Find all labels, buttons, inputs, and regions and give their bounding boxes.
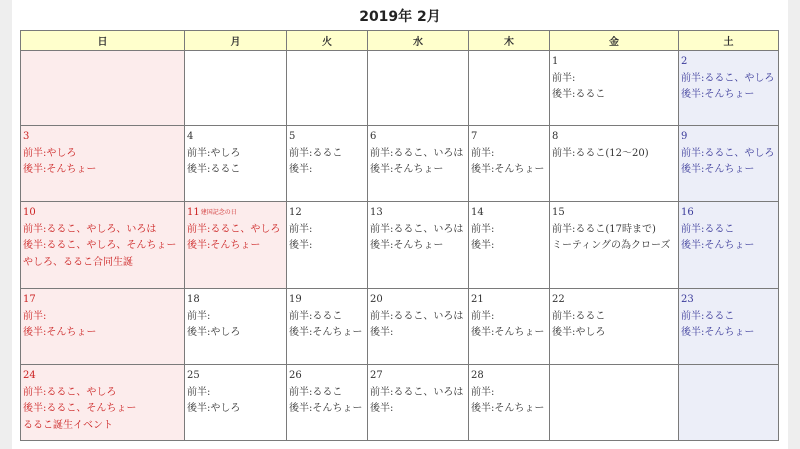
shift-line: 前半:るるこ、やしろ — [23, 386, 117, 398]
shift-line: 後半: — [370, 403, 394, 414]
day-number — [552, 54, 676, 71]
shift-line: 後半:やしろ — [187, 327, 241, 338]
day-number-text: 11 — [187, 207, 200, 218]
day-number — [370, 368, 466, 385]
shift-line: 前半:るるこ、やしろ — [187, 223, 281, 235]
shift-line: 後半:そんちょー — [370, 240, 444, 251]
shift-line: 前半: — [552, 72, 576, 84]
calendar-day-cell — [21, 365, 185, 441]
shift-line: 前半:るるこ — [681, 310, 735, 322]
shift-line: 後半:るるこ、やしろ、そんちょー — [23, 240, 177, 251]
day-number — [187, 368, 284, 385]
day-number-text: 2 — [681, 56, 688, 67]
shift-line: 前半: — [289, 223, 313, 235]
calendar-week-row — [21, 126, 779, 202]
shift-line: 前半:るるこ — [681, 223, 735, 235]
shift-line: 前半:るるこ(12〜20) — [552, 147, 649, 159]
day-number-text: 21 — [471, 294, 484, 305]
day-number — [289, 205, 365, 222]
day-number — [370, 292, 466, 309]
calendar-day-cell — [679, 51, 779, 126]
shift-line: 前半: — [23, 310, 47, 322]
calendar-title: 2019年 2月 — [359, 9, 441, 25]
day-number — [289, 292, 365, 309]
day-number — [471, 129, 547, 146]
calendar-day-cell — [550, 289, 679, 365]
shift-line: 後半: — [471, 240, 495, 251]
calendar-day-cell — [368, 365, 469, 441]
shift-line: 後半:そんちょー — [289, 327, 363, 338]
day-number-text: 16 — [681, 207, 694, 218]
day-number-text: 28 — [471, 370, 484, 381]
weekday-header-sat: 土 — [679, 31, 779, 51]
shift-line: 後半:やしろ — [187, 403, 241, 414]
shift-line: 後半:そんちょー — [23, 164, 97, 175]
day-number — [471, 368, 547, 385]
shift-line: 前半:るるこ — [289, 147, 343, 159]
calendar-day-cell — [287, 289, 368, 365]
shift-line: るるこ誕生イベント — [23, 419, 113, 431]
shift-line: 後半: — [370, 327, 394, 338]
shift-line: 前半:るるこ — [289, 386, 343, 398]
day-number-text: 20 — [370, 294, 383, 305]
weekday-header-fri: 金 — [550, 31, 679, 51]
calendar-day-cell — [185, 365, 287, 441]
day-number — [552, 129, 676, 146]
calendar-empty-cell — [679, 365, 779, 441]
shift-line: 後半:そんちょー — [370, 164, 444, 175]
shift-line: 前半:るるこ — [289, 310, 343, 322]
shift-line: 後半:そんちょー — [471, 403, 545, 414]
day-number — [552, 205, 676, 222]
day-number — [471, 205, 547, 222]
shift-line: 後半:るるこ — [552, 89, 606, 100]
shift-line: 前半: — [471, 223, 495, 235]
calendar-day-cell — [679, 289, 779, 365]
day-number — [23, 368, 182, 385]
calendar-day-cell — [368, 126, 469, 202]
day-number-text: 25 — [187, 370, 200, 381]
calendar-empty-cell — [287, 51, 368, 126]
weekday-header-sun: 日 — [21, 31, 185, 51]
shift-line: 前半:るるこ、いろは — [370, 223, 464, 235]
day-number — [370, 129, 466, 146]
shift-line: 前半:やしろ — [23, 147, 77, 159]
weekday-header-wed: 水 — [368, 31, 469, 51]
day-number — [471, 292, 547, 309]
calendar-day-cell — [679, 202, 779, 289]
calendar-table — [20, 30, 779, 441]
day-number — [289, 129, 365, 146]
shift-line: やしろ、るるこ合同生誕 — [23, 256, 133, 268]
day-number — [552, 292, 676, 309]
shift-line: 後半: — [289, 164, 313, 175]
day-number-text: 12 — [289, 207, 302, 218]
weekday-header-row — [21, 31, 779, 51]
shift-line: 後半:そんちょー — [187, 240, 261, 251]
day-number — [681, 54, 776, 71]
shift-line: 後半:るるこ — [187, 164, 241, 175]
calendar-day-cell — [185, 126, 287, 202]
day-number-text: 9 — [681, 131, 688, 142]
day-number-text: 4 — [187, 131, 194, 142]
calendar-day-cell — [287, 365, 368, 441]
calendar-empty-cell — [368, 51, 469, 126]
calendar-week-row — [21, 202, 779, 289]
calendar-day-cell — [368, 202, 469, 289]
day-number-text: 5 — [289, 131, 296, 142]
calendar-day-cell — [469, 126, 550, 202]
calendar-day-cell — [550, 51, 679, 126]
shift-line: 前半: — [471, 386, 495, 398]
weekday-header-tue: 火 — [287, 31, 368, 51]
shift-line: 前半:るるこ、やしろ — [681, 147, 775, 159]
shift-line: 後半:そんちょー — [289, 403, 363, 414]
shift-line: 前半:るるこ、いろは — [370, 386, 464, 398]
day-number-text: 6 — [370, 131, 377, 142]
calendar-day-cell — [21, 289, 185, 365]
shift-line: 前半: — [471, 310, 495, 322]
day-number-text: 1 — [552, 56, 559, 67]
calendar-day-cell — [469, 289, 550, 365]
day-number-text: 19 — [289, 294, 302, 305]
calendar-day-cell — [21, 202, 185, 289]
shift-line: 前半:るるこ — [552, 310, 606, 322]
calendar-empty-cell — [21, 51, 185, 126]
day-number — [370, 205, 466, 222]
holiday-name: 建国記念の日 — [200, 209, 237, 216]
calendar-day-cell — [368, 289, 469, 365]
calendar-empty-cell — [550, 365, 679, 441]
calendar-day-cell — [469, 365, 550, 441]
day-number — [23, 292, 182, 309]
calendar-day-cell — [287, 202, 368, 289]
shift-line: 前半:るるこ、やしろ、いろは — [23, 223, 157, 235]
calendar-day-cell — [185, 202, 287, 289]
shift-line: 前半:るるこ、いろは — [370, 310, 464, 322]
day-number-text: 14 — [471, 207, 484, 218]
calendar-week-row — [21, 51, 779, 126]
day-number-text: 26 — [289, 370, 302, 381]
shift-line: 後半:そんちょー — [681, 164, 755, 175]
day-number-text: 8 — [552, 131, 559, 142]
shift-line: 後半:そんちょー — [23, 327, 97, 338]
shift-line: 後半:そんちょー — [681, 240, 755, 251]
shift-line: 前半:やしろ — [187, 147, 241, 159]
calendar-day-cell — [21, 126, 185, 202]
day-number-text: 23 — [681, 294, 694, 305]
calendar-day-cell — [550, 126, 679, 202]
day-number — [187, 292, 284, 309]
calendar-day-cell — [287, 126, 368, 202]
shift-line: 前半: — [187, 386, 211, 398]
shift-line: 前半:るるこ(17時まで) — [552, 223, 656, 235]
shift-line: ミーティングの為クローズ — [552, 240, 671, 251]
day-number-text: 17 — [23, 294, 36, 305]
day-number-text: 3 — [23, 131, 30, 142]
day-number — [681, 129, 776, 146]
day-number — [187, 205, 284, 222]
day-number-text: 22 — [552, 294, 565, 305]
shift-line: 後半:そんちょー — [681, 327, 755, 338]
shift-line: 前半:るるこ、やしろ — [681, 72, 775, 84]
day-number-text: 15 — [552, 207, 565, 218]
day-number — [23, 129, 182, 146]
day-number-text: 10 — [23, 207, 36, 218]
calendar-empty-cell — [469, 51, 550, 126]
calendar-day-cell — [469, 202, 550, 289]
weekday-header-mon: 月 — [185, 31, 287, 51]
day-number — [681, 205, 776, 222]
shift-line: 前半: — [471, 147, 495, 159]
calendar-empty-cell — [185, 51, 287, 126]
shift-line: 前半: — [187, 310, 211, 322]
weekday-header-thu: 木 — [469, 31, 550, 51]
day-number — [289, 368, 365, 385]
day-number-text: 18 — [187, 294, 200, 305]
calendar-day-cell — [679, 126, 779, 202]
shift-line: 後半:そんちょー — [471, 327, 545, 338]
shift-line: 後半:そんちょー — [681, 89, 755, 100]
shift-line: 後半: — [289, 240, 313, 251]
shift-line: 前半:るるこ、いろは — [370, 147, 464, 159]
calendar-day-cell — [185, 289, 287, 365]
calendar-week-row — [21, 365, 779, 441]
day-number — [681, 292, 776, 309]
calendar-day-cell — [550, 202, 679, 289]
day-number-text: 13 — [370, 207, 383, 218]
day-number-text: 24 — [23, 370, 36, 381]
day-number-text: 7 — [471, 131, 478, 142]
day-number — [23, 205, 182, 222]
shift-line: 後半:そんちょー — [471, 164, 545, 175]
calendar-week-row — [21, 289, 779, 365]
day-number-text: 27 — [370, 370, 383, 381]
shift-line: 後半:やしろ — [552, 327, 606, 338]
shift-line: 後半:るるこ、そんちょー — [23, 403, 137, 414]
day-number — [187, 129, 284, 146]
